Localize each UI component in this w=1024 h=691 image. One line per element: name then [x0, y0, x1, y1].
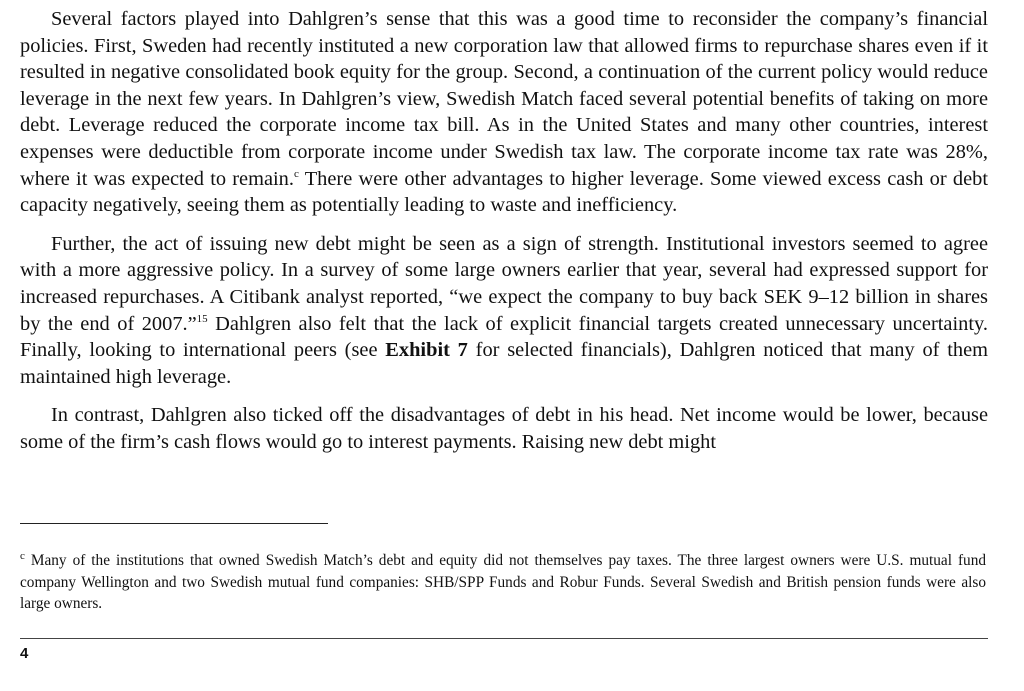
footnote-c	[20, 550, 986, 615]
paragraph-text: Several factors played into Dahlgren’s sense that this was a good time to reconsider the company’s financial policies. First, Sweden had recently instituted a new corporation law that allowed firms to repurchase shares even if it resulted in negative consolidated book equity for the group. Second, a continuation of the current policy would reduce leverage in the next few years. In Dahlgren’s view, Swedish Match faced several potential benefits of taking on more debt. Leverage reduced the corporate income tax bill. As in the United States and many other countries, interest expenses were deductible from corporate income under Swedish tax law. The corporate income tax rate was 28%, where it was expected to remain.	[20, 8, 988, 190]
paragraph-text: for selected financials), Dahlgren noticed that many of them maintained high leverage.	[20, 339, 988, 388]
footnote-text: Many of the institutions that owned Swedish Match’s debt and equity did not themselves pay taxes. The three largest owners were U.S. mutual fund company Wellington and two Swedish mutual fund companies: SHB/SPP Funds and Robur Funds. Several Swedish and British pension funds were also large owners.	[20, 552, 986, 612]
page-footer-rule	[20, 638, 988, 639]
footnote-separator	[20, 523, 328, 524]
paragraph-text: Further, the act of issuing new debt might be seen as a sign of strength. Institutional investors seemed to agree with a more aggressive policy. In a survey of some large owners earlier that year, several had expressed support for increased repurchases. A Citibank analyst reported, “we expect the company to buy back SEK 9–12 billion in shares by the end of 2007.”	[20, 232, 988, 335]
paragraph-text: In contrast, Dahlgren also ticked off the disadvantages of debt in his head. Net income would be lower, because some of the firm’s cash flows would go to interest payments. Raising new debt might	[20, 404, 988, 453]
footnote-mark: c	[20, 549, 25, 562]
endnote-reference-15[interactable]: 15	[196, 312, 208, 325]
page-number: 4	[20, 645, 29, 662]
paragraph-financial-factors	[20, 6, 988, 219]
paragraph-investor-view	[20, 231, 988, 391]
footnote-reference-c[interactable]: c	[293, 167, 299, 180]
body-text	[20, 6, 988, 456]
exhibit-reference[interactable]: Exhibit 7	[385, 339, 468, 362]
paragraph-text: Dahlgren also felt that the lack of explicit financial targets created unnecessary uncertainty. Finally, looking to international peers (see	[20, 312, 988, 362]
paragraph-disadvantages	[20, 402, 988, 455]
paragraph-text: There were other advantages to higher leverage. Some viewed excess cash or debt capacity negatively, seeing them as potentially leading to waste and inefficiency.	[20, 167, 988, 217]
